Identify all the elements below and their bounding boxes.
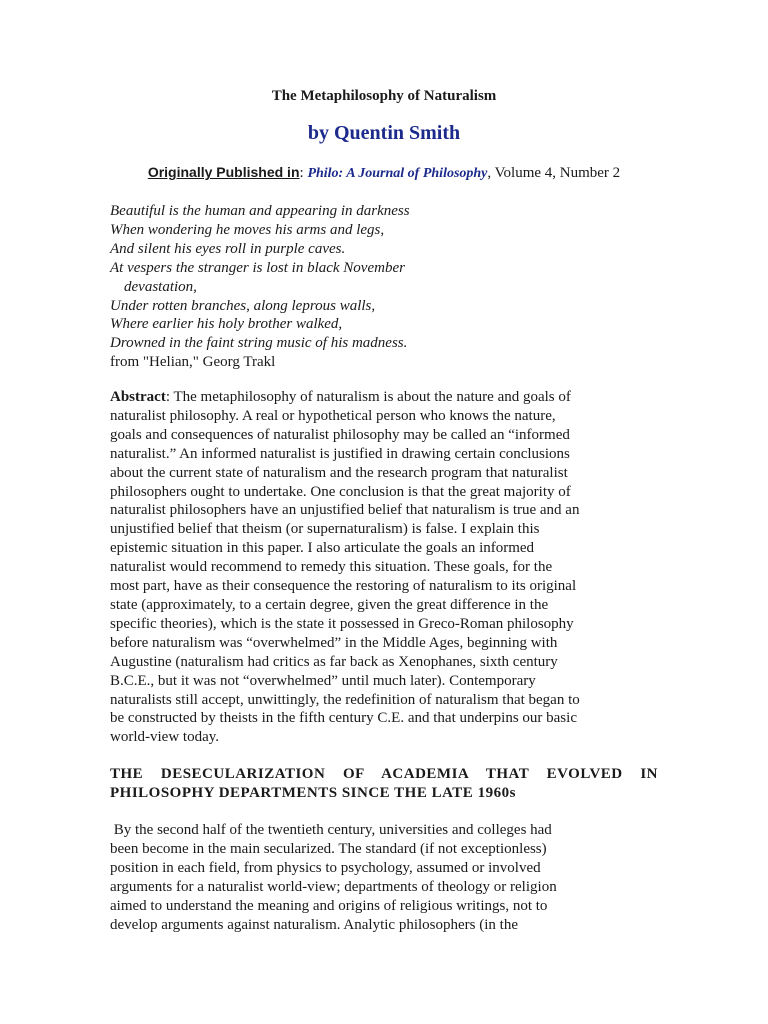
abstract-line: unjustified belief that theism (or supernaturalism) is false. I explain this: [110, 521, 540, 538]
poem-attribution: from "Helian," Georg Trakl: [110, 354, 276, 371]
abstract-line: world-view today.: [110, 729, 219, 746]
publication-line: [110, 164, 658, 182]
body-line: By the second half of the twentieth century, universities and colleges had: [110, 822, 552, 838]
abstract-line: naturalist philosophy. A real or hypothetical person who knows the nature,: [110, 407, 556, 424]
publication-details: , Volume 4, Number 2: [487, 165, 621, 181]
poem-line: Beautiful is the human and appearing in darkness: [110, 203, 410, 219]
body-line: aimed to understand the meaning and origins of religious writings, not to: [110, 897, 548, 914]
epigraph-poem: [110, 202, 658, 372]
abstract-line: naturalist would recommend to remedy this situation. These goals, for the: [110, 559, 553, 576]
poem-line: Under rotten branches, along leprous walls,: [110, 297, 376, 314]
section-heading: [110, 765, 658, 803]
poem-line: devastation,: [124, 278, 197, 295]
abstract-line: philosophers ought to undertake. One conclusion is that the great majority of: [110, 483, 571, 500]
body-line: arguments for a naturalist world-view; departments of theology or religion: [110, 878, 557, 895]
abstract-line: state (approximately, to a certain degree, given the great difference in the: [110, 596, 549, 613]
body-line: develop arguments against naturalism. Analytic philosophers (in the: [110, 916, 518, 933]
journal-name: Philo: A Journal of Philosophy: [307, 166, 488, 181]
abstract-line: be constructed by theists in the fifth century C.E. and that underpins our basic: [110, 710, 577, 727]
body-line: been become in the main secularized. The standard (if not exceptionless): [110, 840, 547, 857]
abstract-line: about the current state of naturalism and the research program that naturalist: [110, 464, 568, 481]
poem-line: When wondering he moves his arms and legs,: [110, 221, 385, 238]
abstract-line: naturalist.” An informed naturalist is justified in drawing certain conclusions: [110, 445, 570, 462]
body-line: position in each field, from physics to psychology, assumed or involved: [110, 859, 541, 876]
author-line: by Quentin Smith: [307, 122, 461, 144]
section-heading-line: PHILOSOPHY DEPARTMENTS SINCE THE LATE 1960s: [110, 785, 516, 801]
section-body-paragraph: [110, 821, 658, 934]
abstract-line: most part, have as their consequence the restoring of naturalism to its original: [110, 578, 577, 595]
poem-line: And silent his eyes roll in purple caves.: [110, 240, 346, 257]
abstract-label: Abstract: [110, 389, 166, 405]
abstract-line: specific theories), which is the state it possessed in Greco-Roman philosophy: [110, 615, 574, 632]
abstract-line: before naturalism was “overwhelmed” in the Middle Ages, beginning with: [110, 634, 558, 651]
publication-separator: :: [299, 165, 308, 181]
abstract-line: Augustine (naturalism had critics as far back as Xenophanes, sixth century: [110, 653, 558, 670]
document-title: The Metaphilosophy of Naturalism: [271, 88, 497, 104]
publication-label: Originally Published in: [147, 164, 300, 180]
abstract-line: naturalist philosophers have an unjustified belief that naturalism is true and an: [110, 502, 580, 519]
abstract-line: goals and consequences of naturalist philosophy may be called an “informed: [110, 426, 570, 443]
abstract-line: epistemic situation in this paper. I also articulate the goals an informed: [110, 540, 535, 557]
abstract-line: B.C.E., but it was not “overwhelmed” until much later). Contemporary: [110, 672, 536, 689]
poem-line: At vespers the stranger is lost in black November: [110, 259, 405, 276]
poem-line: Drowned in the faint string music of his madness.: [110, 335, 408, 352]
section-heading-line: THE DESECULARIZATION OF ACADEMIA THAT EVOLVED IN: [110, 766, 658, 782]
abstract-first-line: [110, 388, 658, 407]
abstract-paragraph: [110, 388, 658, 747]
abstract-text: : The metaphilosophy of naturalism is about the nature and goals of: [165, 389, 571, 405]
poem-line: Where earlier his holy brother walked,: [110, 316, 343, 333]
abstract-line: naturalists still accept, unwittingly, the redefinition of naturalism that began to: [110, 691, 580, 708]
